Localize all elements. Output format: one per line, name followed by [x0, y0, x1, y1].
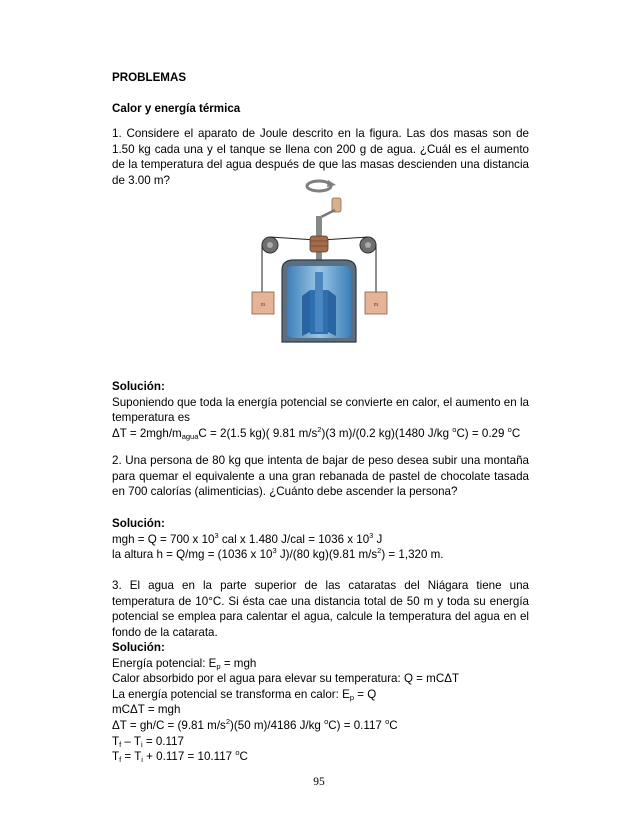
joule-apparatus-figure: [250, 172, 392, 348]
solution-1: [112, 379, 529, 441]
solution-3: [112, 640, 529, 765]
solution-1-text: Suponiendo que toda la energía potencial se convierte en calor, el aumento en la temperatura es: [112, 395, 529, 425]
solution-3-label: Solución:: [112, 641, 165, 654]
page-number: 95: [313, 776, 325, 788]
solution-1-label: Solución:: [112, 380, 165, 393]
left-mass-label: m: [260, 302, 266, 308]
problem-1-text: 1. Considere el aparato de Joule descrito en la figura. Las dos masas son de 1.50 kg cada una y el tanque se llena con 200 g de agua. ¿Cuál es el aumento de la temperatura del agua después de que las masas descienden una distancia de 3.00 m?: [112, 127, 529, 187]
page-heading: PROBLEMAS: [112, 71, 187, 84]
solution-3-line-6: $T_f - T_i = 0.117$: [112, 734, 184, 749]
right-mass-label: m: [373, 302, 379, 308]
section-subheading: Calor y energía térmica: [112, 102, 241, 115]
solution-3-line-5: ΔT = gh/C = (9.81 $m/s^2)(50$ m)/4186 J/kg $^o$C) = 0.117 $^o$C: [112, 716, 398, 732]
solution-2: [112, 516, 529, 563]
problem-3-text: 3. El agua en la parte superior de las cataratas del Niágara tiene una temperatura de 10°C. Si ésta cae una distancia total de 50 m y toda su energía potencial se emplea para calentar el agua, calcule la temperatura del agua en el fondo de la catarata.: [112, 579, 529, 639]
solution-2-line-2: la altura h = Q/mg = (1036 x $10^3$ J)/(80 kg)(9.81 $m/s^2) = 1,320$ m.: [112, 546, 444, 562]
solution-3-line-4: mCΔT = mgh: [112, 703, 181, 717]
solution-1-equation: $\Delta T = 2mgh/m_{agua}C = 2(1.5$ kg)( 9.81 $m/s^2)(3$ m)/(0.2 kg)(1480 J/kg $^o$C) = 0.29 $^o$C: [112, 424, 521, 441]
problem-2-text: 2. Una persona de 80 kg que intenta de bajar de peso desea subir una montaña para quemar el equivalente a una gran rebanada de pastel de chocolate tasada en 700 calorías (alimenticias). ¿Cuánto debe ascender la persona?: [112, 454, 529, 499]
solution-3-line-2: Calor absorbido por el agua para elevar su temperatura: Q = mCΔT: [112, 672, 460, 686]
solution-3-line-3: La energía potencial se transforma en calor: $E_p = Q$: [112, 687, 377, 702]
solution-2-line-1: mgh = Q = 700 x $10^3$ cal x 1.480 J/cal = 1036 x $10^3$ J: [112, 530, 383, 546]
solution-2-label: Solución:: [112, 517, 165, 530]
solution-3-line-1: Energía potencial: $E_p$ = mgh: [112, 656, 257, 671]
solution-3-line-7: $T_f = T_i + 0.117 = 10.117$ $^o$C: [112, 748, 248, 765]
